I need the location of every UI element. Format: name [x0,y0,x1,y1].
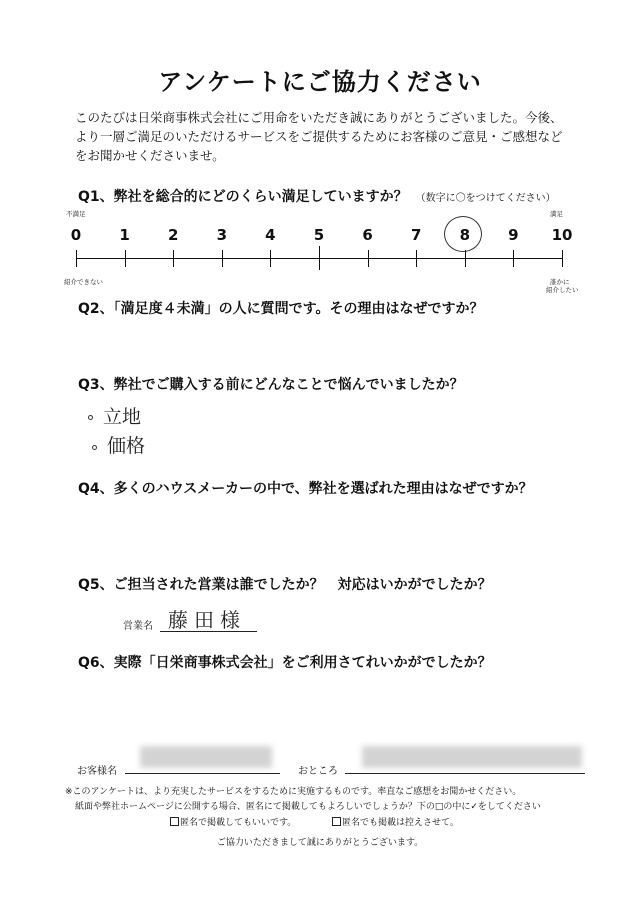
address-underline [345,773,585,774]
intro-text [75,108,575,165]
scale-number-1[interactable]: 1 [119,226,130,244]
scale-tick [368,250,369,267]
question-1 [78,186,556,206]
footer-note-2: 紙面や弊社ホームページに公開する場合、匿名にて掲載してもよろしいでしょうか？下の□の中に✓をしてください [75,802,541,812]
question-5: Q5、ご担当された営業は誰でしたか？ 対応はいかがでしたか？ [78,577,492,593]
staff-name-label: 営業名 [123,621,153,632]
question-1-text: Q1、弊社を総合的にどのくらい満足していますか？ [78,189,408,205]
scale-number-9[interactable]: 9 [508,226,519,244]
question-1-note: （数字に〇をつけてください） [415,193,556,204]
scale-left-bottom-label: 紹介できない [64,278,103,286]
scale-number-4[interactable]: 4 [265,226,276,244]
scale-tick [76,250,77,267]
customer-name-underline [125,773,280,774]
scale-number-0[interactable]: 0 [70,226,82,244]
selected-circle-mark [444,216,482,252]
staff-name-underline [160,631,257,632]
scale-tick [125,250,126,267]
anonymity-options [170,816,640,831]
scale-number-5[interactable]: 5 [313,226,325,244]
scale-number-10[interactable]: 10 [551,226,573,244]
satisfaction-scale [60,210,580,300]
q3-answer-2: 価格 [107,435,146,457]
question-3: Q3、弊社でご購入する前にどんなことで悩んでいましたか？ [78,377,464,393]
answer-bullet [92,445,97,450]
staff-name-value: 藤田様 [168,608,246,632]
scale-tick [465,250,466,267]
q3-answer-1: 立地 [103,406,142,428]
scale-right-top-label: 満足 [550,210,563,218]
intro-line-2: より一層ご満足のいただけるサービスをご提供するためにお客様のご意見・ご感想など [75,129,563,144]
question-6: Q6、実際「日栄商事株式会社」をご利用さてれいかがでしたか？ [78,655,492,671]
scale-tick-mid [319,246,320,270]
scale-number-6[interactable]: 6 [362,226,373,244]
thanks-text: ご協力いただきまして誠にありがとうございます。 [216,838,424,848]
scale-number-7[interactable]: 7 [410,226,422,244]
address-redacted [362,746,582,768]
scale-right-bottom-label-2: 紹介したい [546,286,579,294]
scale-left-top-label: 不満足 [66,210,86,218]
intro-line-1: このたびは日栄商事株式会社にご用命をいただき誠にありがとうございました。今後、 [75,110,563,125]
anonymous-ok-label: 匿名で掲載してもいいです。 [180,818,297,828]
scale-tick [513,250,514,267]
scale-number-8[interactable]: 8 [459,226,471,244]
customer-name-redacted [140,746,272,768]
page-title: アンケートにご協力ください [158,68,482,96]
anonymous-ok-checkbox[interactable] [170,817,179,826]
question-4: Q4、多くのハウスメーカーの中で、弊社を選ばれた理由はなぜですか？ [78,481,533,497]
address-label: おところ [298,766,338,777]
customer-name-label: お客様名 [77,766,117,777]
anonymous-decline-label: 匿名でも掲載は控えさせて。 [342,818,459,828]
scale-number-2[interactable]: 2 [167,226,179,244]
scale-tick [562,250,563,267]
anonymous-decline-checkbox[interactable] [332,817,341,826]
answer-bullet [88,415,93,420]
scale-tick [222,250,223,267]
scale-right-bottom-label-1: 誰かに [550,278,570,286]
scale-tick [270,250,271,267]
question-2: Q2、「満足度４未満」の人に質問です。その理由はなぜですか？ [78,301,484,317]
scale-tick [173,250,174,267]
intro-line-3: をお聞かせくださいませ。 [75,148,225,163]
footer-note-1: ※このアンケートは、より充実したサービスをするために実施するものです。率直なご感想をお聞かせください。 [65,787,522,797]
scale-tick [416,250,417,267]
scale-number-3[interactable]: 3 [216,226,228,244]
